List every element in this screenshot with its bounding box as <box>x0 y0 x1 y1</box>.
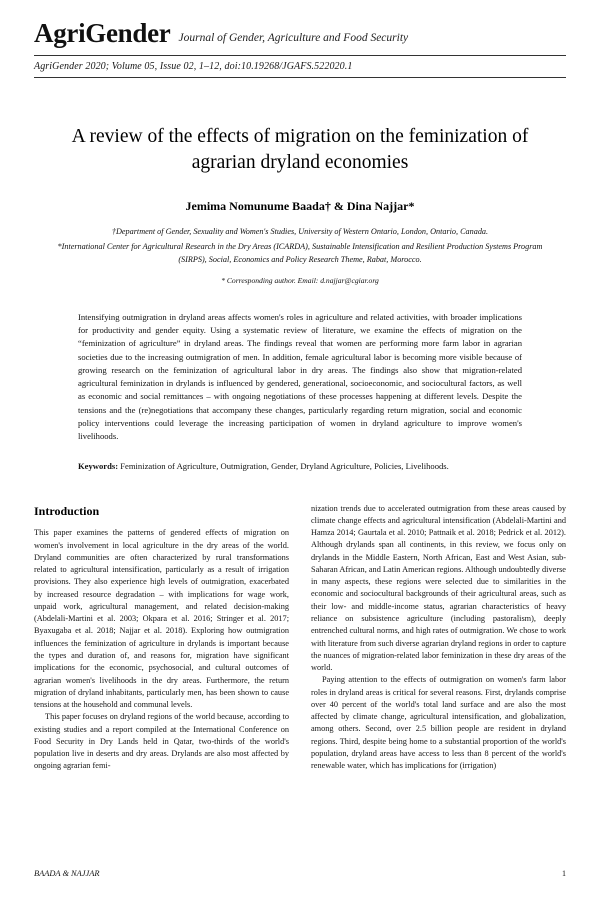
issue-line: AgriGender 2020; Volume 05, Issue 02, 1–12, doi:10.19268/JGAFS.522020.1 <box>34 61 353 72</box>
paragraph: Paying attention to the effects of outmigration on women's farm labor roles in dryland areas is critical for several reasons. First, drylands comprise over 40 percent of the world's total land surface and are also the most affected by climate change, agricultural intensification, and globalization, among others. Second, over 2.5 billion people are resident in dryland regions. Third, despite being home to a substantial proportion of the world's population, dryland areas have access to less than 8 percent of the world's renewable water, which has implications for (irrigation) <box>311 675 566 771</box>
affiliation-2: *International Center for Agricultural Research in the Dry Areas (ICARDA), Sustainable Intensification and Resilient Production Systems Program (SIRPS), Social, Economics and Policy Research Theme, Rabat, Morocco. <box>57 242 543 264</box>
page-footer <box>34 869 566 878</box>
paragraph: nization trends due to accelerated outmigration from these areas caused by climate change effects and agricultural intensification (Abdelali-Martini and Hamza 2014; Gaurtala et al. 2010; Pattnaik et al. 2018; Pedrick et al. 2012). Although drylands span all continents, in this review, we focus only on drylands in the Middle Eastern, North African, East and West Asian, sub-Saharan African, and Latin American regions. Although undoubtedly diverse in many aspects, these regions were selected due to similarities in the economic and sociocultural backgrounds of their agricultural areas, such as their low- and middle-income status, agrarian characteristics of heavy reliance on subsistence agriculture (including pastoralism), deeply entrenched cultural norms, and high rates of outmigration. We chose to work with literature from such diverse agrarian dryland regions in order to capture the nuances of migration-related labor feminization in these dry areas of the world. <box>311 503 566 673</box>
paragraph: This paper examines the patterns of gendered effects of migration on women's involvement in local agriculture in the dry areas of the world. Dryland communities are often characterized by rural transformations related to agricultural intensification, particularly as a result of irrigation provisions. They also experience high levels of outmigration, exacerbated by increased resource degradation – with implications for wage work, unpaid work, agricultural management, and related decision-making (Abdelali-Martini et al. 2003; Okpara et al. 2016; Stringer et al. 2017; Byaxugaba et al. 2018; Najjar et al. 2018). Exploring how outmigration influences the feminization of agriculture in drylands is important because the types and duration of, and reasons for, migration have significant implications for the economic, psychosocial, and cultural outcomes of agrarian women's livelihoods in the dry areas. Furthermore, the return migration of dryland inhabitants, particularly men, has been shown to cause tensions at the household and communal levels. <box>34 528 289 710</box>
issue-divider <box>34 77 566 78</box>
section-heading-introduction: Introduction <box>34 503 100 518</box>
keywords-label: Keywords: <box>78 460 119 471</box>
paragraph: This paper focuses on dryland regions of the world because, according to existing studies and a report compiled at the International Conference on Food Security in Dry Lands held in Qatar, two-thirds of the world's population live in deserts and dry areas. Drylands are also most affected by ongoing agrarian femi- <box>34 712 289 771</box>
body-columns <box>34 503 566 773</box>
affiliation-1: †Department of Gender, Sexuality and Women's Studies, University of Western Ontario, London, Ontario, Canada. <box>111 227 489 237</box>
running-head: BAADA & NAJJAR <box>34 869 100 878</box>
logo-gender: Gender <box>85 18 171 48</box>
keywords-line <box>78 460 522 473</box>
masthead-divider <box>34 55 566 56</box>
journal-subtitle: Journal of Gender, Agriculture and Food Security <box>178 32 409 44</box>
journal-logo <box>34 18 170 49</box>
abstract-text: Intensifying outmigration in dryland areas affects women's roles in agriculture and related activities, with broader implications for productivity and gender equity. Using a systematic review of literature, we examine the effects of migration on the “feminization of agriculture” in dryland areas. The findings reveal that women are performing more farm labor in agrarian societies due to the increasing outmigration of men. In addition, female agricultural labor is becoming more visible because of growing research on the feminization of agricultural labor in dry areas. The findings also show that migration-related agricultural feminization in drylands is influenced by gendered, generational, socioeconomic, and sociocultural factors, as well as economic and social remittances – with ongoing negotiations of these processes happening at different levels. Despite the tensions and the (re)negotiations that accompany these changes, particularly regarding return migration, social and economic policy interventions could leverage the increasing participation of women in dryland agriculture to improve women's livelihoods. <box>78 311 522 442</box>
column-right <box>311 503 566 773</box>
page-title: A review of the effects of migration on the feminization of agrarian dryland economies <box>71 126 529 173</box>
keywords-text: Feminization of Agriculture, Outmigration, Gender, Dryland Agriculture, Policies, Livelihoods. <box>118 460 449 471</box>
journal-masthead <box>34 0 566 49</box>
logo-agri: Agri <box>34 18 86 48</box>
corresponding-author-note: * Corresponding author. Email: d.najjar@cgiar.org <box>221 275 379 285</box>
page-number: 1 <box>562 869 566 878</box>
author-list: Jemima Nomunume Baada† & Dina Najjar* <box>185 199 415 214</box>
column-left <box>34 503 289 773</box>
